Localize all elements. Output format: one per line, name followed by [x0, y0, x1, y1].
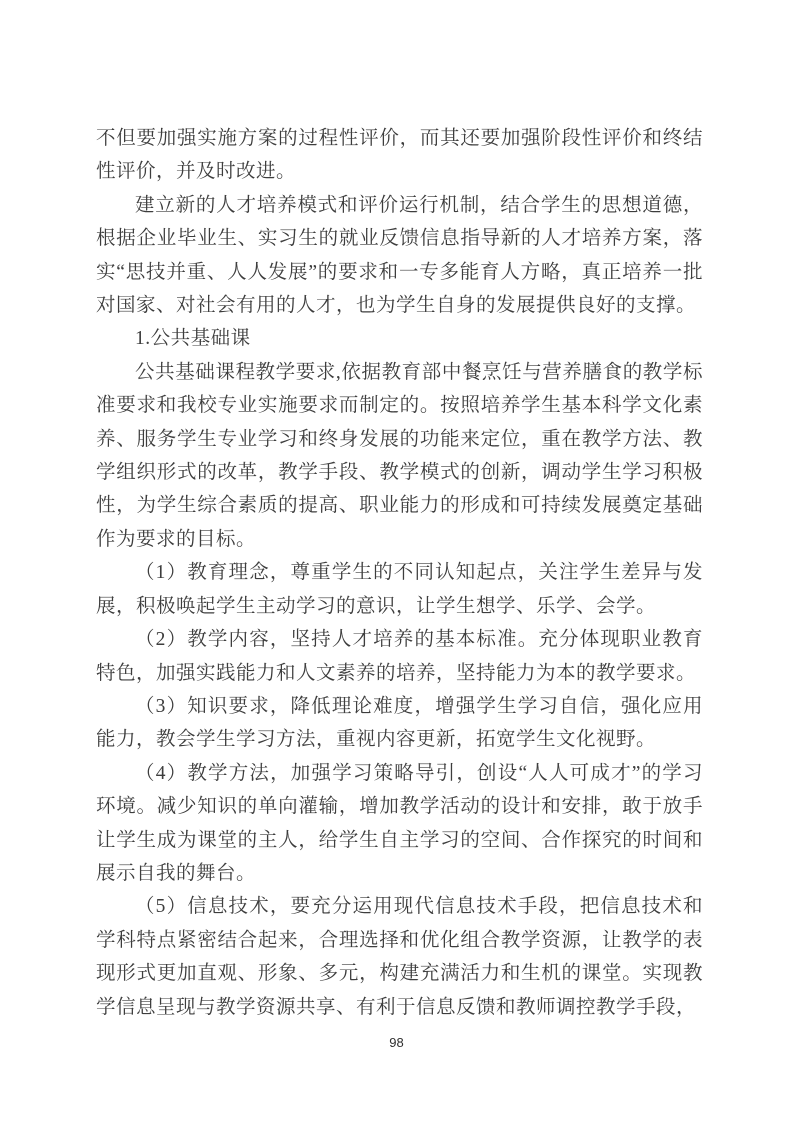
section-heading: 1.公共基础课	[135, 328, 251, 350]
paragraph: 公共基础课程教学要求,依据教育部中餐烹饪与营养膳食的教学标准要求和我校专业实施要求而制定的。按照培养学生基本科学文化素养、服务学生专业学习和终身发展的功能来定位，重在教学方法、教学组织形式的改革，教学手段、教学模式的创新，调动学生学习积极性，为学生综合素质的提高、职业能力的形成和可持续发展奠定基础作为要求的目标。	[96, 361, 703, 550]
paragraph: 不但要加强实施方案的过程性评价，而其还要加强阶段性评价和终结性评价，并及时改进。	[96, 128, 703, 183]
paragraph: （2）教学内容，坚持人才培养的基本标准。充分体现职业教育特色，加强实践能力和人文素养的培养，坚持能力为本的教学要求。	[96, 629, 703, 684]
paragraph: （3）知识要求，降低理论难度，增强学生学习自信，强化应用能力，教会学生学习方法，重视内容更新，拓宽学生文化视野。	[96, 695, 703, 751]
paragraph: （1）教育理念，尊重学生的不同认知起点，关注学生差异与发展，积极唤起学生主动学习的意识，让学生想学、乐学、会学。	[96, 562, 703, 617]
paragraph: 建立新的人才培养模式和评价运行机制，结合学生的思想道德，根据企业毕业生、实习生的就业反馈信息指导新的人才培养方案，落实“思技并重、人人发展”的要求和一专多能育人方略，真正培养一批对国家、对社会有用的人才，也为学生自身的发展提供良好的支撑。	[96, 194, 703, 317]
paragraph: （4）教学方法，加强学习策略导引，创设“人人可成才”的学习环境。减少知识的单向灌输，增加教学活动的设计和安排，敢于放手让学生成为课堂的主人，给学生自主学习的空间、合作探究的时间和展示自我的舞台。	[96, 762, 703, 884]
page-number: 98	[389, 1035, 404, 1050]
paragraph: （5）信息技术，要充分运用现代信息技术手段，把信息技术和学科特点紧密结合起来，合理选择和优化组合教学资源，让教学的表现形式更加直观、形象、多元，构建充满活力和生机的课堂。实现教学信息呈现与教学资源共享、有利于信息反馈和教师调控教学手段，	[96, 896, 703, 1018]
document-body	[96, 122, 703, 1024]
